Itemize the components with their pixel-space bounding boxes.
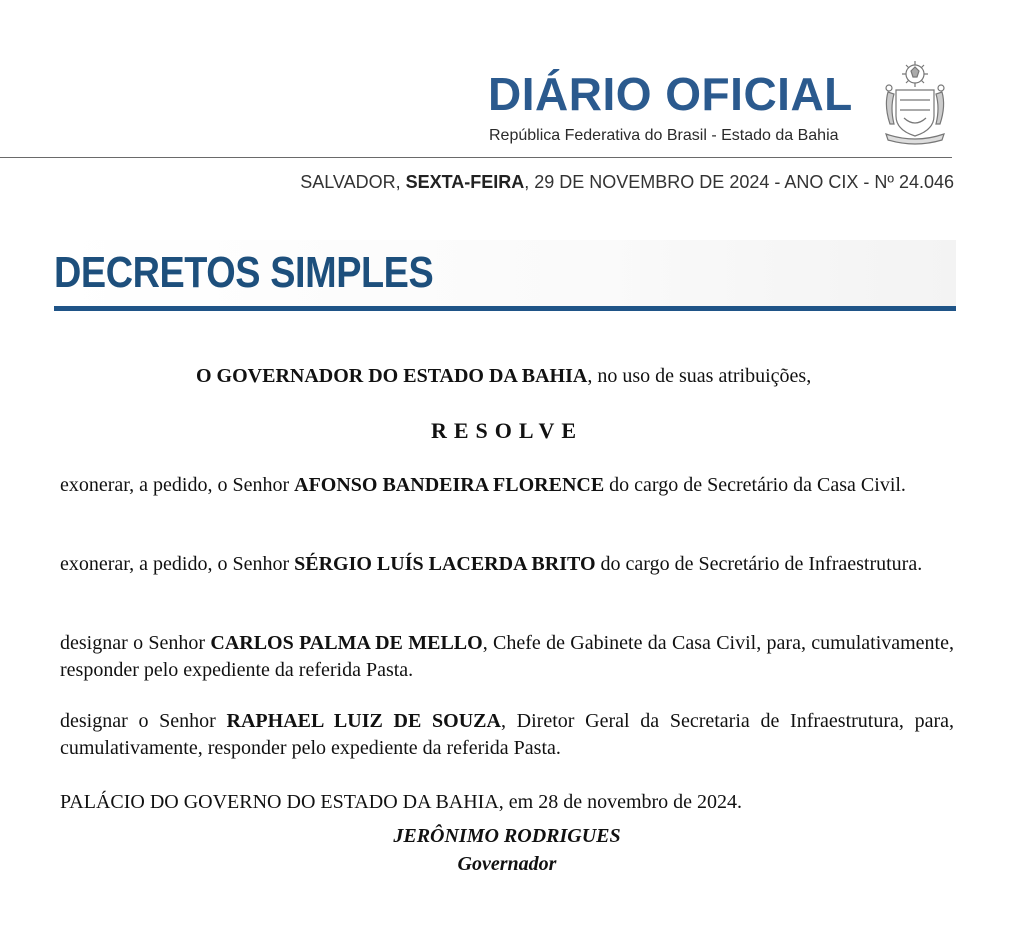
person-name: SÉRGIO LUÍS LACERDA BRITO — [294, 553, 596, 575]
person-name: AFONSO BANDEIRA FLORENCE — [294, 474, 605, 496]
dateline — [300, 170, 954, 194]
paragraph-text: , Chefe de Gabinete da Casa Civil, para, cumulativamente, responder pelo expediente da referida Pasta. — [60, 632, 954, 681]
paragraph-text: designar o Senhor — [60, 710, 227, 732]
decree-opening — [196, 362, 811, 390]
masthead-divider — [0, 157, 952, 158]
decree-opening-rest: , no uso de suas atribuições, — [587, 365, 812, 387]
decree-paragraph — [60, 630, 954, 684]
resolve-heading: RESOLVE — [430, 418, 584, 443]
decree-authority: O GOVERNADOR DO ESTADO DA BAHIA — [196, 365, 588, 387]
decree-paragraph — [60, 472, 954, 499]
decree-paragraph — [60, 708, 954, 762]
section-underline — [54, 306, 956, 311]
paragraph-text: , Diretor Geral da Secretaria de Infraestrutura, para, cumulativamente, responder pelo expediente da referida Pasta. — [60, 710, 955, 759]
dateline-date-edition: , 29 DE NOVEMBRO DE 2024 - ANO CIX - Nº 24.046 — [524, 172, 954, 192]
paragraph-text: designar o Senhor — [60, 632, 211, 654]
paragraph-text: exonerar, a pedido, o Senhor — [60, 474, 295, 496]
signatory-role: Governador — [457, 853, 557, 875]
masthead-title: DIÁRIO OFICIAL — [488, 68, 853, 120]
masthead-subtitle: República Federativa do Brasil - Estado da Bahia — [489, 127, 839, 144]
signatory-name: JERÔNIMO RODRIGUES — [393, 825, 621, 847]
bahia-coat-of-arms-icon — [878, 58, 952, 146]
person-name: RAPHAEL LUIZ DE SOUZA — [226, 710, 501, 732]
decree-closing: PALÁCIO DO GOVERNO DO ESTADO DA BAHIA, em 28 de novembro de 2024. — [60, 791, 743, 813]
paragraph-text: exonerar, a pedido, o Senhor — [60, 553, 295, 575]
person-name: CARLOS PALMA DE MELLO — [210, 632, 483, 654]
decree-paragraph — [60, 551, 954, 578]
paragraph-text: do cargo de Secretário da Casa Civil. — [604, 474, 906, 496]
dateline-city: SALVADOR, — [300, 172, 406, 192]
dateline-weekday: SEXTA-FEIRA — [405, 172, 525, 192]
section-title: DECRETOS SIMPLES — [54, 248, 434, 297]
paragraph-text: do cargo de Secretário de Infraestrutura. — [595, 553, 923, 575]
